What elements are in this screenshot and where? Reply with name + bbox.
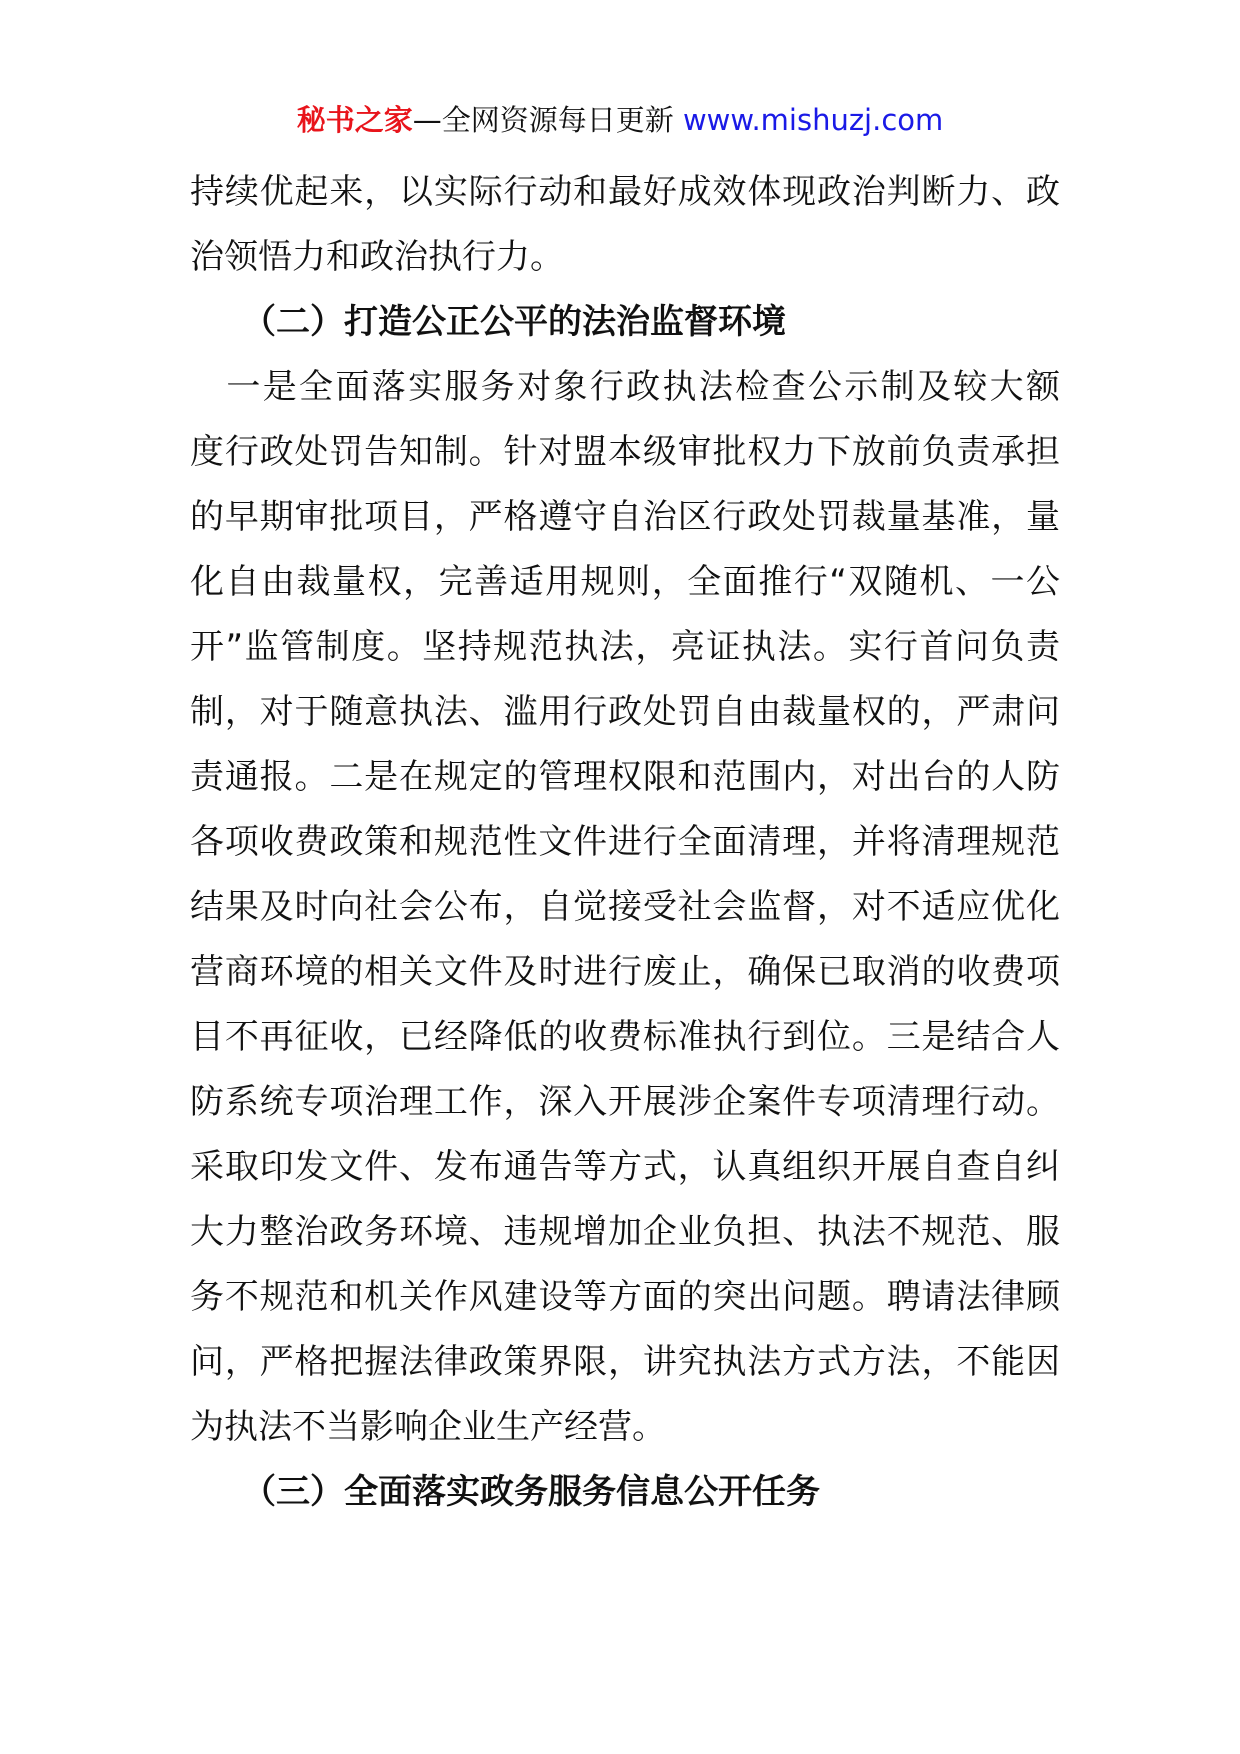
section-heading: （二）打造公正公平的法治监督环境 bbox=[242, 302, 786, 342]
header-brand: 秘书之家 bbox=[296, 103, 413, 137]
text-line: 防系统专项治理工作，深入开展涉企案件专项清理行动。 bbox=[190, 1082, 1060, 1122]
text-line: 度行政处罚告知制。针对盟本级审批权力下放前负责承担 bbox=[190, 432, 1060, 472]
text-line: 为执法不当影响企业生产经营。 bbox=[190, 1407, 666, 1447]
text-line: 化自由裁量权，完善适用规则，全面推行“双随机、一公 bbox=[190, 562, 1060, 602]
paragraph-intro bbox=[190, 160, 1060, 290]
paragraph-main bbox=[190, 355, 1060, 1460]
text-line: 结果及时向社会公布，自觉接受社会监督，对不适应优化 bbox=[190, 887, 1060, 927]
text-line: 问，严格把握法律政策界限，讲究执法方式方法，不能因 bbox=[190, 1342, 1060, 1382]
text-line: 各项收费政策和规范性文件进行全面清理，并将清理规范 bbox=[190, 822, 1060, 862]
document-body bbox=[190, 160, 1060, 1525]
text-line: 采取印发文件、发布通告等方式，认真组织开展自查自纠 bbox=[190, 1147, 1060, 1187]
text-line: 的早期审批项目，严格遵守自治区行政处罚裁量基准，量 bbox=[190, 497, 1060, 537]
header-url-link[interactable]: www.mishuzj.com bbox=[682, 103, 944, 137]
text-line: 目不再征收，已经降低的收费标准执行到位。三是结合人 bbox=[190, 1017, 1060, 1057]
text-line: 制，对于随意执法、滥用行政处罚自由裁量权的，严肃问 bbox=[190, 692, 1060, 732]
text-line: 务不规范和机关作风建设等方面的突出问题。聘请法律顾 bbox=[190, 1277, 1060, 1317]
text-line: 一是全面落实服务对象行政执法检查公示制及较大额 bbox=[190, 367, 1060, 407]
section-heading: （三）全面落实政务服务信息公开任务 bbox=[242, 1472, 820, 1512]
text-line: 责通报。二是在规定的管理权限和范围内，对出台的人防 bbox=[190, 757, 1060, 797]
site-header bbox=[0, 100, 1240, 140]
text-line: 治领悟力和政治执行力。 bbox=[190, 237, 564, 277]
text-line: 营商环境的相关文件及时进行废止，确保已取消的收费项 bbox=[190, 952, 1060, 992]
text-line: 持续优起来，以实际行动和最好成效体现政治判断力、政 bbox=[190, 172, 1060, 212]
header-tagline: —全网资源每日更新 bbox=[412, 103, 683, 137]
text-line: 开”监管制度。坚持规范执法，亮证执法。实行首问负责 bbox=[190, 627, 1060, 667]
text-line: 大力整治政务环境、违规增加企业负担、执法不规范、服 bbox=[190, 1212, 1060, 1252]
